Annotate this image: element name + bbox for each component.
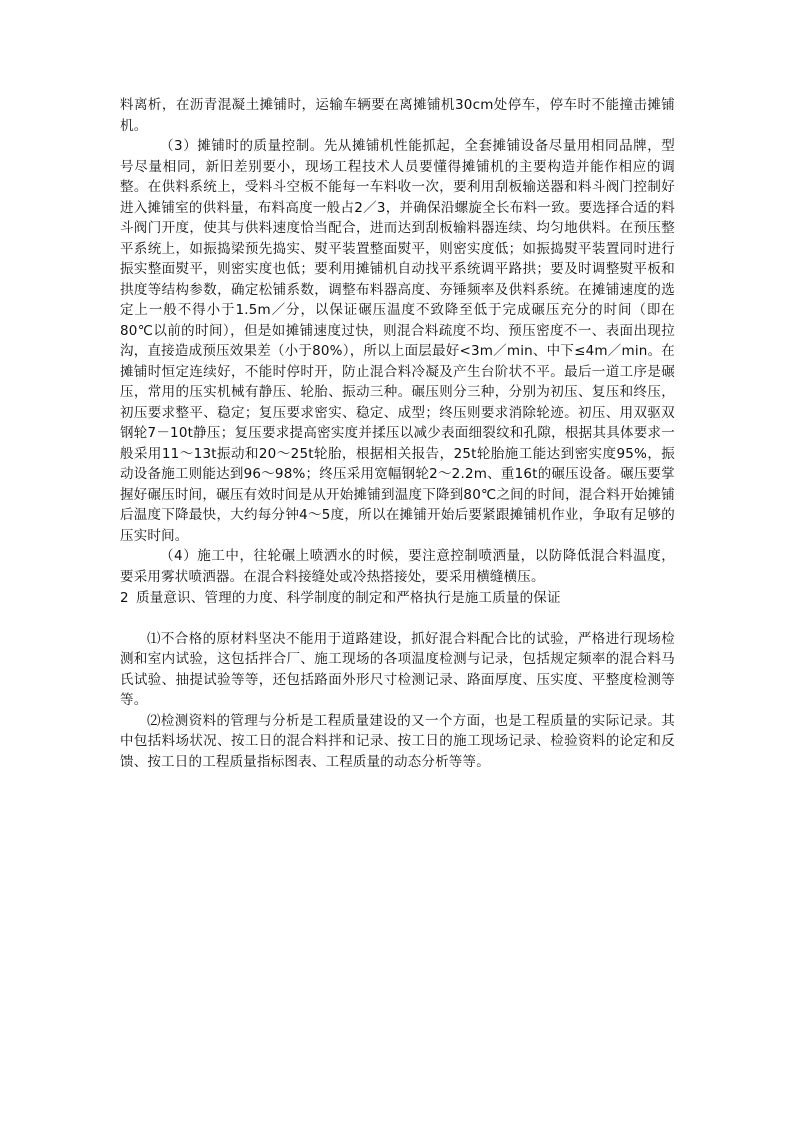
paragraph-water-spraying: （4）施工中，往轮碾上喷洒水的时候，要注意控制喷洒量，以防降低混合料温度，要采用雾状喷洒器。在混合料接缝处或冷热搭接处，要采用横缝横压。 xyxy=(120,548,675,585)
paragraph-materials-testing: ⑴不合格的原材料坚决不能用于道路建设，抓好混合料配合比的试验，严格进行现场检测和室内试验，这包括拌合厂、施工现场的各项温度检测与记录，包括规定频率的混合料马氏试验、抽提试验等等，还包括路面外形尺寸检测记录、路面厚度、压实度、平整度检测等等。 xyxy=(120,630,675,708)
paragraph-paving-quality-control: （3）摊铺时的质量控制。先从摊铺机性能抓起，全套摊铺设备尽量用相同品牌，型号尽量相同，新旧差别要小，现场工程技术人员要懂得摊铺机的主要构造并能作相应的调整。在供料系统上，受料斗空板不能每一车料收一次，要利用刮板输送器和料斗阀门控制好进入摊铺室的供料量，布料高度一般占2／3，并确保沿螺旋全长布料一致。要选择合适的料斗阀门开度，使其与供料速度恰当配合，进而达到刮板输料器连续、均匀地供料。在预压整平系统上，如振捣梁预先捣实、熨平装置整面熨平，则密实度低；如振捣熨平装置同时进行振实整面熨平，则密实度也低；要利用摊铺机自动找平系统调平路拱；要及时调整熨平板和拱度等结构参数，确定松铺系数，调整布料器高度、夯锤频率及供料系统。在摊铺速度的选定上一般不得小于1.5m／分，以保证碾压温度不致降至低于完成碾压充分的时间（即在80℃以前的时间），但是如摊铺速度过快，则混合料疏度不均、预压密度不一、表面出现拉沟，直接造成预压效果差（小于80%），所以上面层最好<3m／min、中下≤4m／min。在摊铺时恒定连续好，不能时停时开，防止混合料冷凝及产生台阶状不平。最后一道工序是碾压，常用的压实机械有静压、轮胎、振动三种。碾压则分三种，分别为初压、复压和终压，初压要求整平、稳定；复压要求密实、稳定、成型；终压则要求消除轮迹。初压、用双驱双钢轮7－10t静压；复压要求提高密实度并揉压以减少表面细裂纹和孔隙，根据其具体要求一般采用11～13t振动和20～25t轮胎，根据相关报告，25t轮胎施工能达到密实度95%，振动设备施工则能达到96～98%；终压采用宽幅钢轮2～2.2m、重16t的碾压设备。碾压要掌握好碾压时间，碾压有效时间是从开始摊铺到温度下降到80℃之间的时间，混合料开始摊铺后温度下降最快，大约每分钟4～5度，所以在摊铺开始后要紧跟摊铺机作业，争取有足够的压实时间。 xyxy=(120,138,675,544)
paragraph-continuation: 料离析，在沥青混凝土摊铺时，运输车辆要在离摊铺机30cm处停车，停车时不能撞击摊铺机。 xyxy=(120,97,675,134)
section-heading-text: 质量意识、管理的力度、科学制度的制定和严格执行是施工质量的保证 xyxy=(136,590,561,606)
section-heading xyxy=(120,588,675,609)
section-heading-number: 2 xyxy=(120,590,129,606)
paragraph-records-analysis: ⑵检测资料的管理与分析是工程质量建设的又一个方面，也是工程质量的实际记录。其中包括料场状况、按工日的混合料拌和记录、按工日的施工现场记录、检验资料的论定和反馈、按工日的工程质量指标图表、工程质量的动态分析等等。 xyxy=(120,712,675,770)
document-page xyxy=(120,95,675,772)
